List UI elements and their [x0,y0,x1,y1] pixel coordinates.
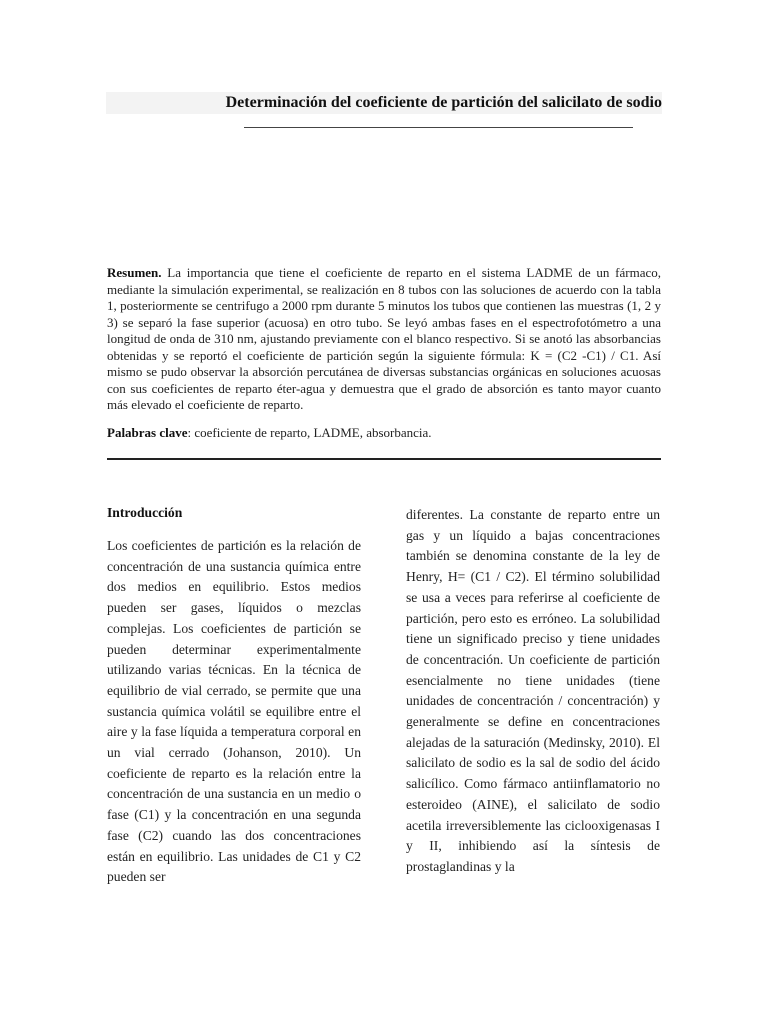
introduction-left-column: Los coeficientes de partición es la relación de concentración de una sustancia química entre dos medios en equilibrio. Estos medios pueden ser gases, líquidos o mezclas complejas. Los coeficientes de partición se pueden determinar experimentalmente utilizando varias técnicas. En la técnica de equilibrio de vial cerrado, se permite que una sustancia química volátil se equilibre entre el aire y la fase líquida a temperatura corporal en un vial cerrado (Johanson, 2010). Un coeficiente de reparto es la relación entre la concentración de una sustancia en un medio o fase (C1) y la concentración en una segunda fase (C2) cuando las dos concentraciones están en equilibrio. Las unidades de C1 y C2 pueden ser [107,538,361,885]
introduction-heading: Introducción [107,505,183,520]
keywords-line [107,424,661,441]
title-underline [244,127,633,128]
introduction-right-column: diferentes. La constante de reparto entre un gas y un líquido a bajas concentraciones también se denomina constante de la ley de Henry, H= (C1 / C2). El término solubilidad se usa a veces para referirse al coeficiente de partición, pero esto es erróneo. La solubilidad tiene un significado preciso y tiene unidades de concentración. Un coeficiente de partición esencialmente no tiene unidades (tiene unidades de concentración / concentración) y generalmente se define en concentraciones alejadas de la saturación (Medinsky, 2010). El salicilato de sodio es la sal de sodio del ácido salicílico. Como fármaco antiinflamatorio no esteroideo (AINE), el salicilato de sodio acetila irreversiblemente las ciclooxigenasas I y II, inhibiendo así la síntesis de prostaglandinas y la [406,507,660,874]
abstract-text: La importancia que tiene el coeficiente de reparto en el sistema LADME de un fármaco, mediante la simulación experimental, se realización en 8 tubos con las soluciones de acuerdo con la tabla 1, posteriormente se centrifugo a 2000 rpm durante 5 minutos los tubos que contienen las muestras (1, 2 y 3) se separó la fase superior (acuosa) en otro tubo. Se leyó ambas fases en el espectrofotómetro a una longitud de onda de 310 nm, ajustando previamente con el blanco respectivo. Si se anotó las absorbancias obtenidas y se reportó el coeficiente de partición según la siguiente fórmula: K = (C2 -C1) / C1. Así mismo se pudo observar la absorción percutánea de diversas substancias orgánicas en soluciones acuosas con sus coeficientes de reparto éter-agua y demuestra que el grado de absorción es tanto mayor cuanto más elevado el coeficiente de reparto. [107,265,661,412]
abstract-paragraph [107,265,661,414]
keywords-label: Palabras clave [107,425,188,440]
section-divider [107,458,661,460]
document-title: Determinación del coeficiente de partición del salicilato de sodio [225,94,662,111]
keywords-text: : coeficiente de reparto, LADME, absorbancia. [187,425,432,440]
abstract-label: Resumen. [107,265,162,280]
